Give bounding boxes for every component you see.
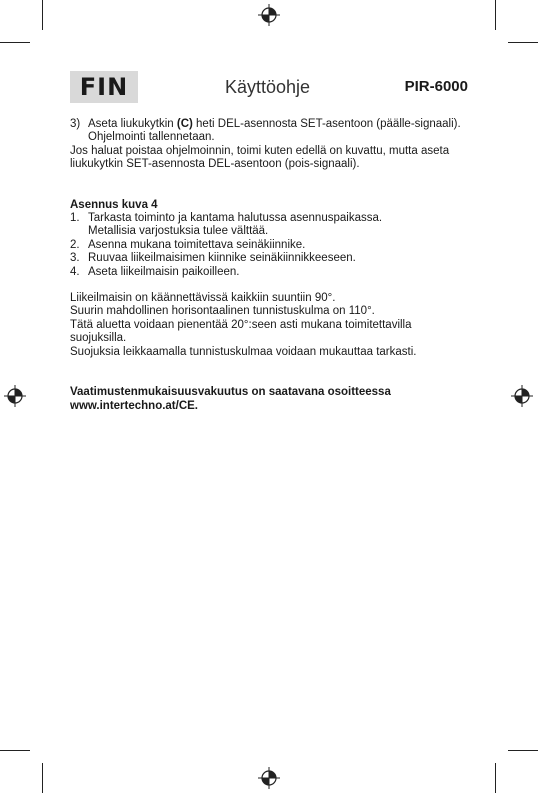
step-note: Metallisia varjostuksia tulee välttää. <box>88 225 269 238</box>
conformity-link: www.intertechno.at/CE. <box>70 399 199 412</box>
step-note: Ohjelmointi tallennetaan. <box>88 131 215 144</box>
switch-label: (C) <box>176 118 193 130</box>
registration-mark-icon <box>511 385 533 407</box>
step-text: Aseta liukukytkin (C) heti DEL-asennosta SET-asentoon (päälle-signaali). <box>88 118 461 130</box>
crop-mark <box>495 0 496 30</box>
page-title: Käyttöohje <box>225 77 311 97</box>
crop-mark <box>495 763 496 793</box>
rotation-text: Suurin mahdollinen horisontaalinen tunnistuskulma on 110°. <box>70 305 375 318</box>
rotation-text: Liikeilmaisin on käännettävissä kaikkiin suuntiin 90°. <box>70 292 336 305</box>
conformity-text: Vaatimustenmukaisuusvakuutus on saatavana osoitteessa <box>70 386 391 399</box>
manual-content <box>70 118 470 413</box>
model-number: PIR-6000 <box>404 78 468 95</box>
registration-mark-icon <box>4 385 26 407</box>
crop-mark <box>42 763 43 793</box>
step-3 <box>70 118 470 145</box>
installation-step: 3. Ruuvaa liikeilmaisimen kiinnike seinäkiinnikkeeseen. <box>70 252 356 265</box>
crop-mark <box>508 42 538 43</box>
installation-step: 2. Asenna mukana toimitettava seinäkiinnike. <box>70 238 306 251</box>
rotation-text: Tätä aluetta voidaan pienentää 20°:seen asti mukana toimitettavilla suojuksilla. <box>70 318 412 345</box>
rotation-text: Suojuksia leikkaamalla tunnistuskulmaa voidaan mukauttaa tarkasti. <box>70 345 417 358</box>
installation-step: 1. Tarkasta toiminto ja kantama halutussa asennuspaikassa. Metallisia varjostuksia tulee välttää. <box>70 212 470 239</box>
reprogram-paragraph: Jos haluat poistaa ohjelmoinnin, toimi kuten edellä on kuvattu, mutta aseta liukukytkin SET-asennosta DEL-asentoon (pois-signaali). <box>70 144 450 171</box>
installation-step: 4. Aseta liikeilmaisin paikoilleen. <box>70 265 240 278</box>
crop-mark <box>0 42 30 43</box>
crop-mark <box>42 0 43 30</box>
step-number: 3) <box>70 118 81 130</box>
registration-mark-icon <box>258 767 280 789</box>
crop-mark <box>508 750 538 751</box>
registration-mark-icon <box>258 4 280 26</box>
crop-mark <box>0 750 30 751</box>
section-heading: Asennus kuva 4 <box>70 198 158 211</box>
page-header <box>70 71 468 103</box>
language-badge: FIN <box>70 71 138 103</box>
